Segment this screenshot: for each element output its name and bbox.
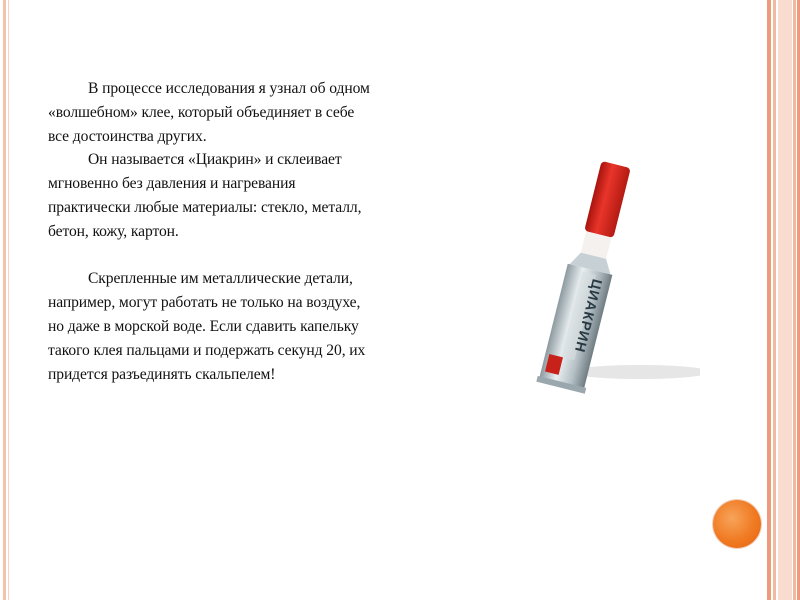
right-band-line <box>793 0 796 600</box>
paragraph-1: В процессе исследования я узнал об одном «волшебном» клее, который объединяет в себе все достоинства других. <box>48 80 370 145</box>
paragraph-2: Он называется «Циакрин» и склеивает мгновенно без давления и нагревания практически любые материалы: стекло, металл, бетон, кожу, картон. <box>48 151 362 240</box>
paragraph-3: Скрепленные им металлические детали, например, могут работать не только на воздухе, но даже в морской воде. Если сдавить капельку такого клея пальцами и подержать секунд 20, их придется разъединять скальпелем! <box>48 270 366 383</box>
tube-brand-label: ЦИАКРИН <box>571 277 606 355</box>
right-band-line <box>767 0 771 600</box>
slide-text <box>48 77 478 386</box>
glue-tube-image <box>520 150 700 400</box>
paragraph-gap <box>48 244 478 268</box>
tube-cap <box>584 161 631 238</box>
right-band-fill <box>778 0 792 600</box>
accent-circle <box>713 500 761 548</box>
right-decorative-band <box>767 0 800 600</box>
tube-shadow <box>570 365 700 379</box>
left-border-line <box>8 0 9 600</box>
left-border-strip <box>3 0 6 600</box>
right-band-line <box>773 0 776 600</box>
